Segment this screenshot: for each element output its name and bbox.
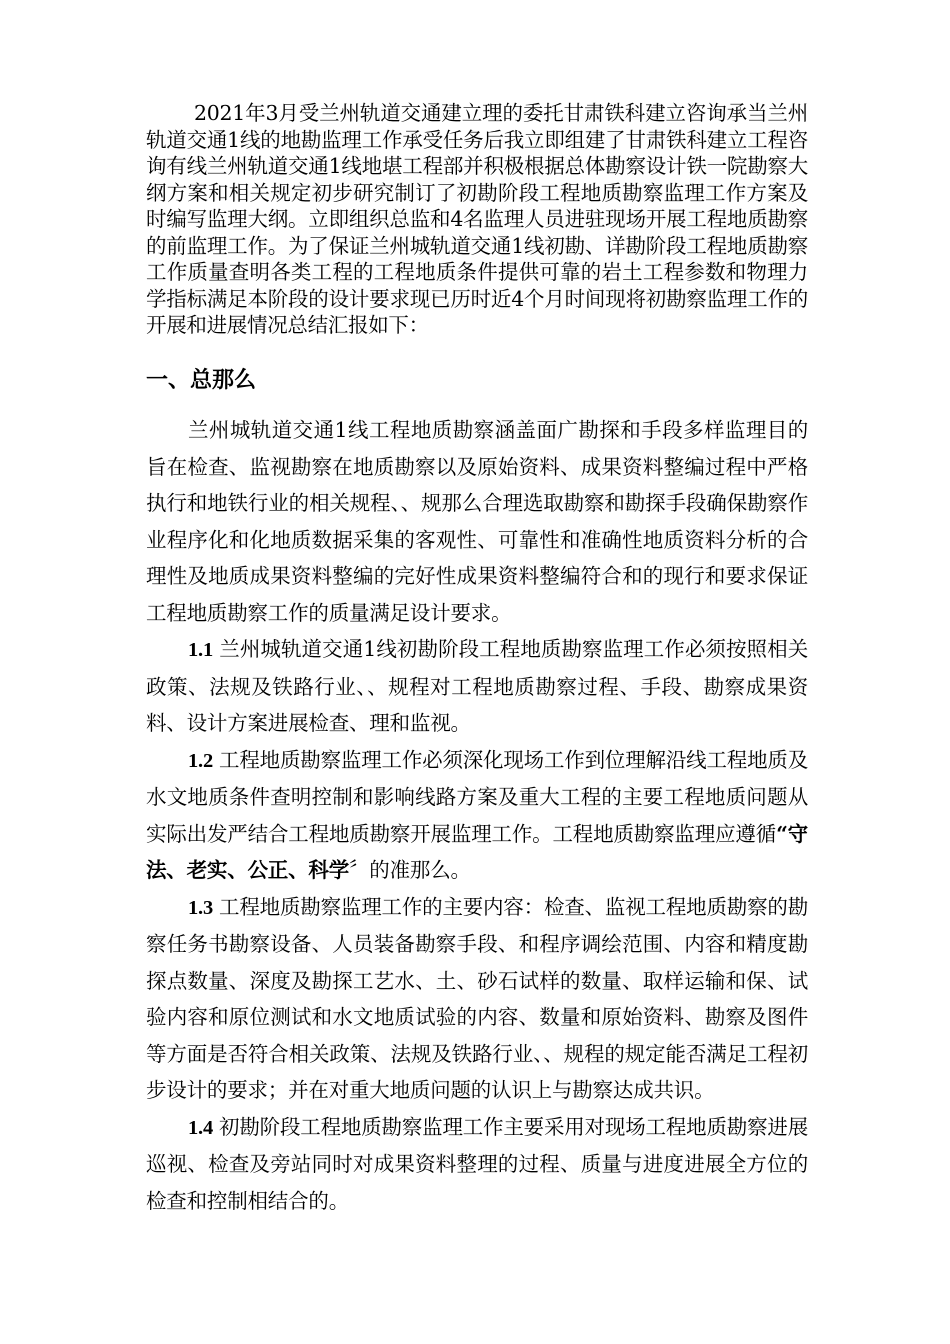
item-text: 兰州城轨道交通1线初勘阶段工程地质勘察监理工作必须按照相关政策、法规及铁路行业、、规程对工程地质勘察过程、手段、勘察成果资料、设计方案进展检查、理和监视。	[146, 637, 808, 735]
item-1-1	[146, 631, 808, 742]
general-paragraph: 兰州城轨道交通1线工程地质勘察涵盖面广勘探和手段多样监理目的旨在检查、监视勘察在地质勘察以及原始资料、成果资料整编过程中严格执行和地铁行业的相关规程、、规那么合理选取勘察和勘探手段确保勘察作业程序化和化地质数据采集的客观性、可靠性和准确性地质资料分析的合理性及地质成果资料整编的完好性成果资料整编符合和的现行和要求保证工程地质勘察工作的质量满足设计要求。	[146, 418, 808, 625]
item-text: 工程地质勘察监理工作必须深化现场工作到位理解沿线工程地质及水文地质条件查明控制和影响线路方案及重大工程的主要工程地质问题从实际出发严结合工程地质勘察开展监理工作。工程地质勘察监理应遵循	[146, 747, 808, 846]
item-1-2	[146, 742, 808, 889]
section-body	[146, 412, 808, 1219]
item-number: 1.4	[188, 1116, 214, 1139]
item-number: 1.2	[188, 749, 214, 772]
item-number: 1.1	[188, 639, 214, 661]
emphasis-principles: “守法、老实、公正、科学	[146, 821, 808, 882]
item-text: 初勘阶段工程地质勘察监理工作主要采用对现场工程地质勘察进展巡视、检查及旁站同时对成果资料整理的过程、质量与进度进展全方位的检查和控制相结合的。	[146, 1114, 808, 1213]
item-1-3	[146, 889, 808, 1109]
item-number: 1.3	[188, 896, 214, 919]
item-1-4	[146, 1109, 808, 1220]
item-text: 工程地质勘察监理工作的主要内容：检查、监视工程地质勘察的勘察任务书勘察设备、人员装备勘察手段、和程序调绘范围、内容和精度勘探点数量、深度及勘探工艺水、土、砂石试样的数量、取样运输和保、试验内容和原位测试和水文地质试验的内容、数量和原始资料、勘察及图件等方面是否符合相关政策、法规及铁路行业、、规程的规定能否满足工程初步设计的要求；并在对重大地质问题的认识上与勘察达成共识。	[146, 894, 808, 1102]
section-heading: 一、总那么	[146, 368, 257, 393]
item-text-tail: 〞的准那么。	[349, 858, 471, 882]
intro-paragraph: 2021年3月受兰州轨道交通建立理的委托甘肃铁科建立咨询承当兰州轨道交通1线的地勘监理工作承受任务后我立即组建了甘肃铁科建立工程咨询有线兰州轨道交通1线地堪工程部并积极根据总体勘察设计铁一院勘察大纲方案和相关规定初步研究制订了初勘阶段工程地质勘察监理工作方案及时编写监理大纲。立即组织总监和4名监理人员进驻现场开展工程地质勘察的前监理工作。为了保证兰州城轨道交通1线初勘、详勘阶段工程地质勘察工作质量查明各类工程的工程地质条件提供可靠的岩土工程参数和物理力学指标满足本阶段的设计要求现已历时近4个月时间现将初勘察监理工作的开展和进展情况总结汇报如下：	[146, 101, 808, 337]
